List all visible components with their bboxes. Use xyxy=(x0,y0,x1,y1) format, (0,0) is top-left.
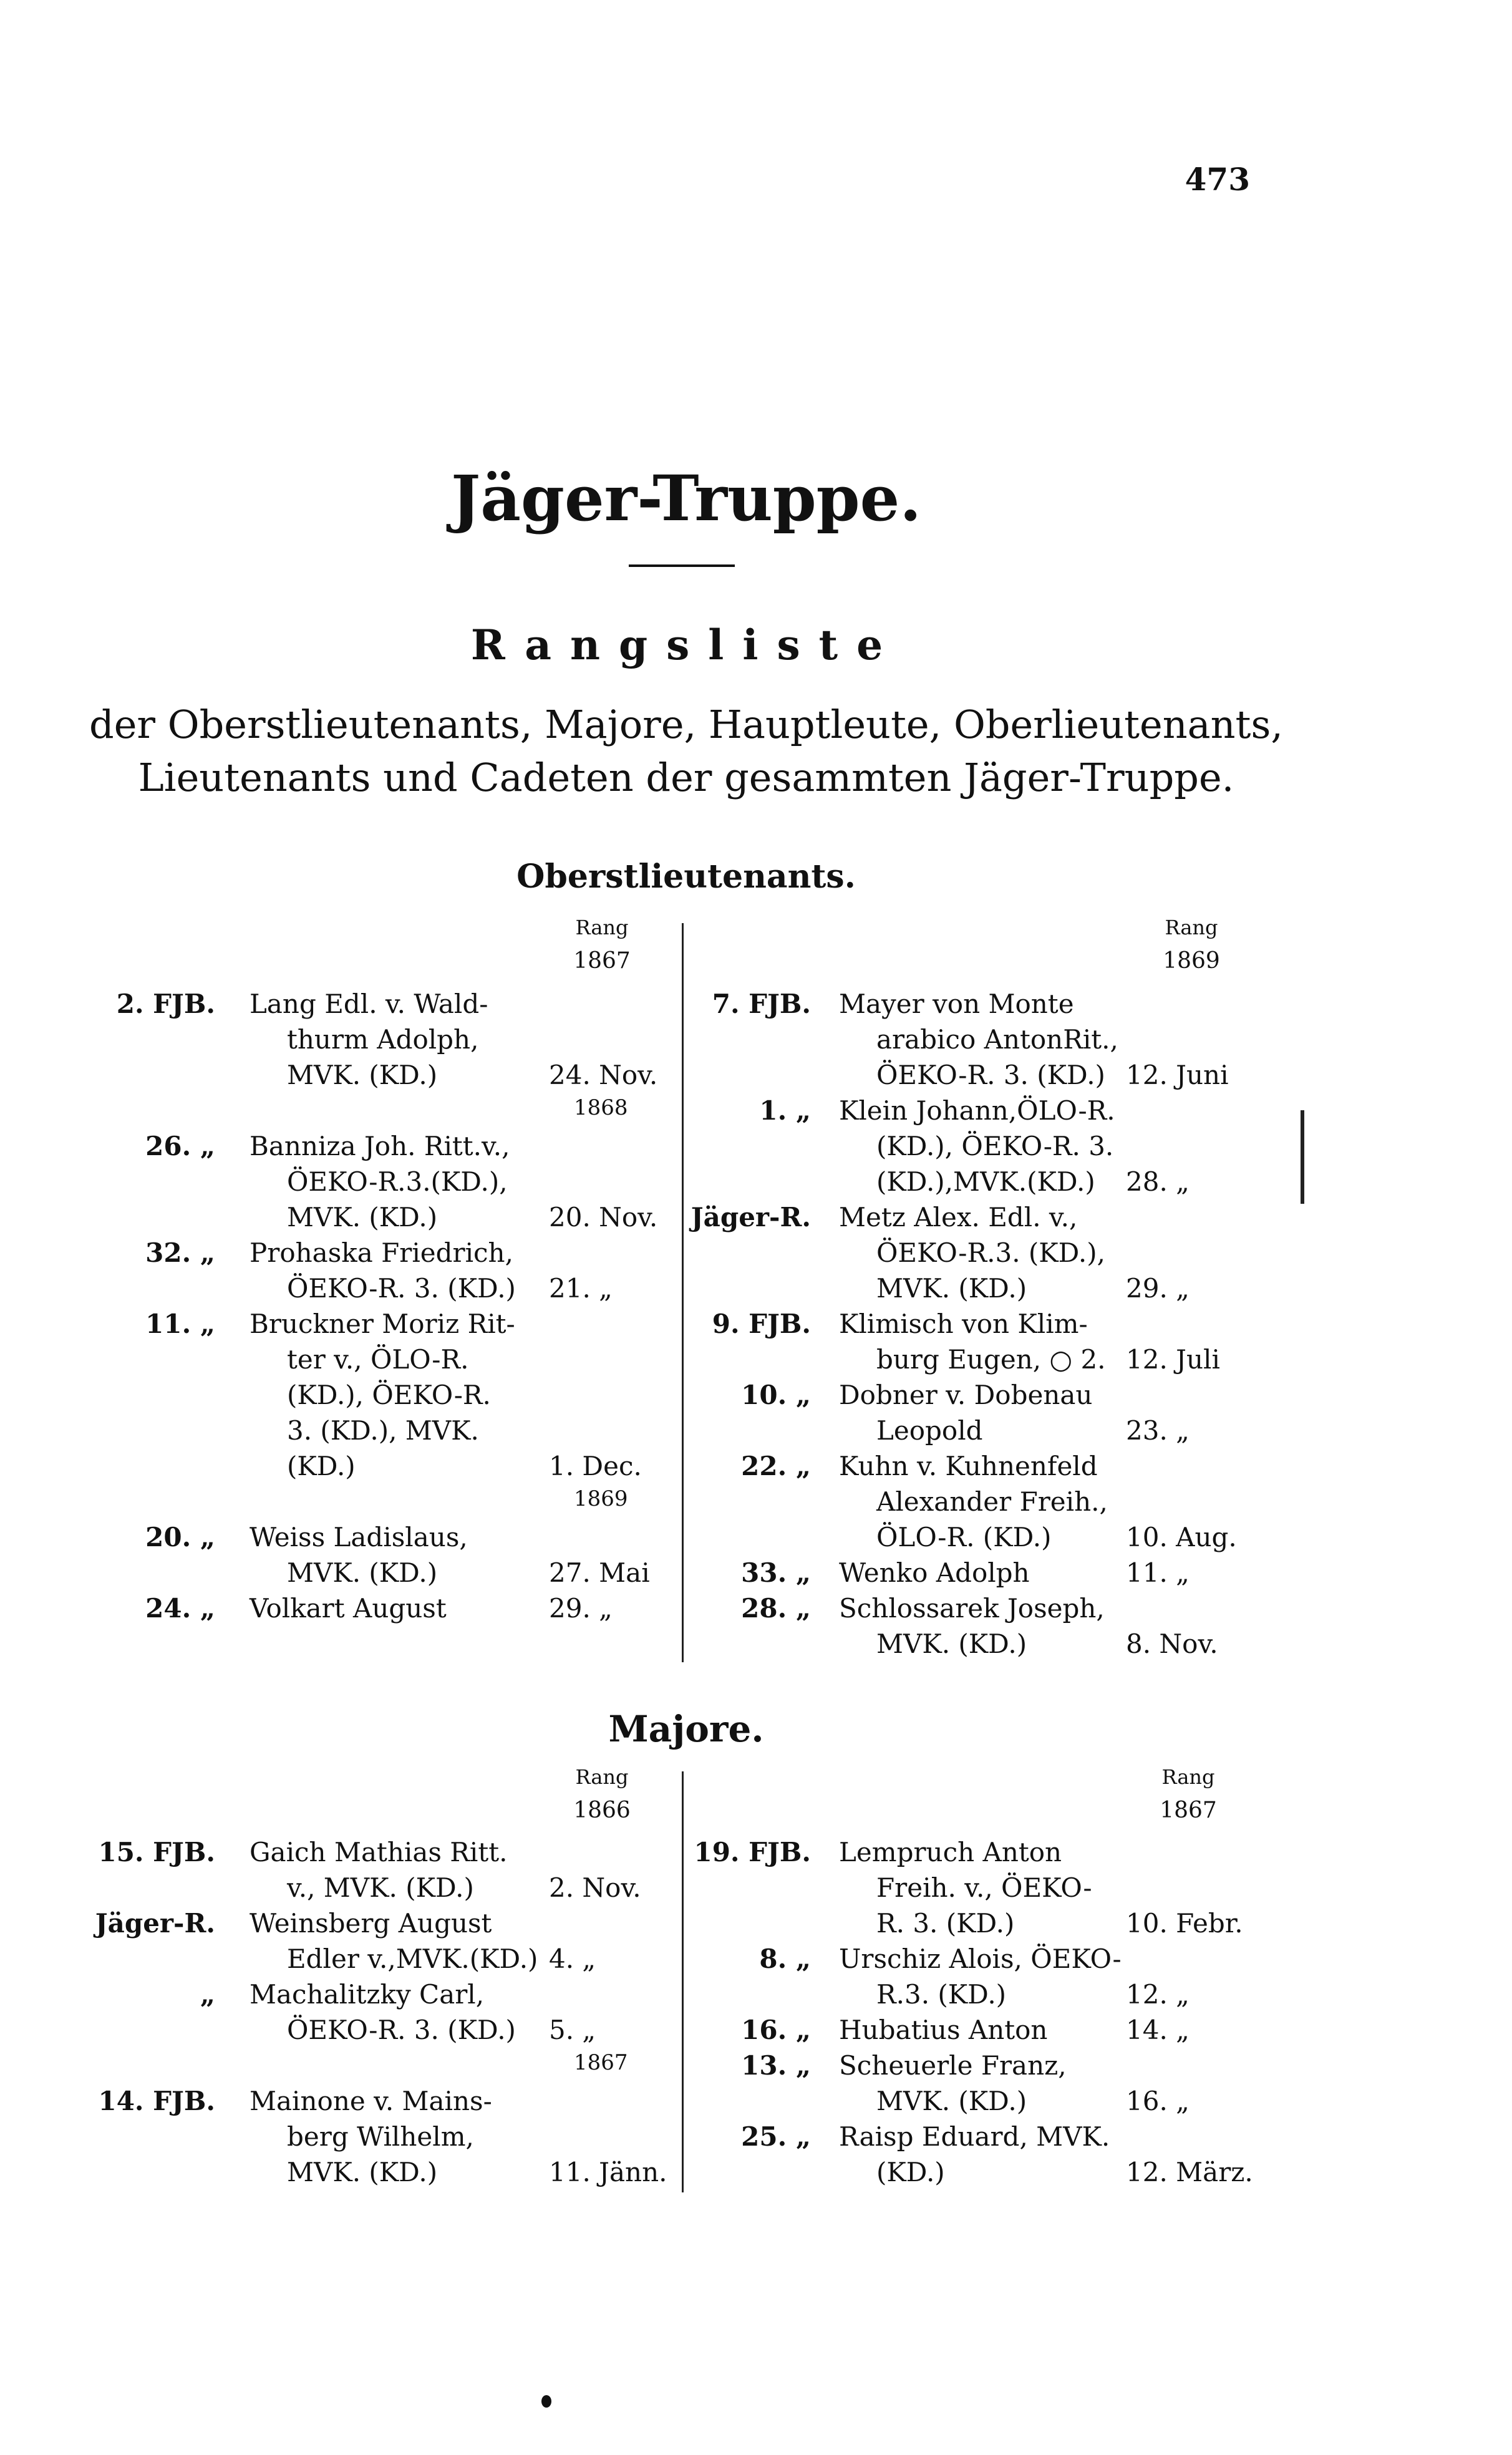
entry-name: arabico AntonRit., xyxy=(876,1024,1118,1055)
entry-unit: 11. „ xyxy=(145,1309,215,1339)
entry-unit: 22. „ xyxy=(741,1451,811,1481)
entry-rang-date: 14. „ xyxy=(1126,2015,1190,2045)
entry-unit: 2. FJB. xyxy=(116,989,215,1019)
title-rule xyxy=(629,564,735,567)
entry-unit: 24. „ xyxy=(145,1593,215,1624)
entry-name: Raisp Eduard, MVK. xyxy=(839,2121,1110,2152)
entry-name: Kuhn v. Kuhnenfeld xyxy=(839,1451,1098,1481)
entry-name: (KD.), ÖEKO-R. 3. xyxy=(876,1131,1114,1161)
entry-rang-date: 28. „ xyxy=(1126,1166,1190,1197)
entry-name: Urschiz Alois, ÖEKO- xyxy=(839,1944,1122,1974)
entry-unit: 13. „ xyxy=(741,2050,811,2081)
entry-unit: 20. „ xyxy=(145,1522,215,1552)
entry-unit: „ xyxy=(200,1979,215,2010)
page-number: 473 xyxy=(1185,161,1250,198)
rang-year-left-majore: 1866 xyxy=(573,1798,631,1823)
entry-name: Prohaska Friedrich, xyxy=(250,1237,513,1268)
entry-name: Weinsberg August xyxy=(250,1908,492,1939)
entry-name: MVK. (KD.) xyxy=(876,2086,1027,2116)
entry-name: ÖEKO-R. 3. (KD.) xyxy=(876,1060,1105,1090)
entry-name: ÖEKO-R.3. (KD.), xyxy=(876,1237,1105,1268)
entry-name: MVK. (KD.) xyxy=(876,1629,1027,1659)
entry-rang-date: 12. „ xyxy=(1126,1979,1190,2010)
entry-rang-date: 4. „ xyxy=(549,1944,596,1974)
entry-name: Volkart August xyxy=(250,1593,447,1624)
rang-year-right-oberst: 1869 xyxy=(1163,948,1220,974)
entry-unit: Jäger-R. xyxy=(95,1908,215,1939)
entry-name: Hubatius Anton xyxy=(839,2015,1048,2045)
page-title: Jäger-Truppe. xyxy=(450,462,922,535)
entry-unit: 9. FJB. xyxy=(712,1309,811,1339)
entry-unit: 19. FJB. xyxy=(694,1837,811,1867)
entry-rang-date: 1. Dec. xyxy=(549,1451,642,1481)
entry-name: Metz Alex. Edl. v., xyxy=(839,1202,1078,1232)
entry-name: Mayer von Monte xyxy=(839,989,1074,1019)
entry-unit: Jäger-R. xyxy=(691,1202,811,1232)
entry-name: (KD.),MVK.(KD.) xyxy=(876,1166,1095,1197)
entry-rang-date: 1869 xyxy=(574,1486,628,1511)
entry-unit: 16. „ xyxy=(741,2015,811,2045)
entry-name: Scheuerle Franz, xyxy=(839,2050,1067,2081)
entry-name: Edler v.,MVK.(KD.) xyxy=(287,1944,538,1974)
entry-unit: 1. „ xyxy=(759,1095,811,1126)
rang-label-left-majore: Rang xyxy=(575,1765,629,1789)
entry-name: Lang Edl. v. Wald- xyxy=(250,989,488,1019)
entry-name: (KD.) xyxy=(287,1451,356,1481)
entry-name: ÖEKO-R. 3. (KD.) xyxy=(287,1273,516,1304)
entry-rang-date: 11. „ xyxy=(1126,1557,1190,1588)
column-divider-oberst xyxy=(682,923,684,1662)
entry-rang-date: 16. „ xyxy=(1126,2086,1190,2116)
entry-name: ÖEKO-R.3.(KD.), xyxy=(287,1166,508,1197)
entry-name: MVK. (KD.) xyxy=(287,2157,438,2187)
rang-year-right-majore: 1867 xyxy=(1160,1798,1217,1823)
entry-rang-date: 1867 xyxy=(574,2050,628,2075)
rang-label-left-oberst: Rang xyxy=(575,916,629,939)
scan-edge-mark xyxy=(1301,1110,1304,1204)
entry-unit: 14. FJB. xyxy=(98,2086,215,2116)
entry-unit: 28. „ xyxy=(741,1593,811,1624)
entry-rang-date: 20. Nov. xyxy=(549,1202,658,1232)
entry-rang-date: 12. Juni xyxy=(1126,1060,1229,1090)
entry-unit: 7. FJB. xyxy=(712,989,811,1019)
entry-name: Schlossarek Joseph, xyxy=(839,1593,1105,1624)
entry-rang-date: 24. Nov. xyxy=(549,1060,658,1090)
entry-unit: 26. „ xyxy=(145,1131,215,1161)
entry-name: Alexander Freih., xyxy=(876,1486,1108,1517)
entry-name: MVK. (KD.) xyxy=(876,1273,1027,1304)
entry-name: Lempruch Anton xyxy=(839,1837,1062,1867)
section-heading-majore: Majore. xyxy=(608,1708,764,1750)
scan-dot xyxy=(541,2395,551,2408)
entry-rang-date: 10. Aug. xyxy=(1126,1522,1237,1552)
entry-rang-date: 8. Nov. xyxy=(1126,1629,1218,1659)
entry-rang-date: 1868 xyxy=(574,1095,628,1120)
rang-label-right-majore: Rang xyxy=(1161,1765,1215,1789)
entry-name: v., MVK. (KD.) xyxy=(287,1872,474,1903)
entry-name: 3. (KD.), MVK. xyxy=(287,1415,479,1446)
entry-rang-date: 12. Juli xyxy=(1126,1344,1220,1375)
entry-name: Mainone v. Mains- xyxy=(250,2086,492,2116)
entry-rang-date: 29. „ xyxy=(549,1593,613,1624)
entry-name: MVK. (KD.) xyxy=(287,1557,438,1588)
entry-name: Leopold xyxy=(876,1415,983,1446)
entry-unit: 33. „ xyxy=(741,1557,811,1588)
entry-name: MVK. (KD.) xyxy=(287,1060,438,1090)
rang-year-left-oberst: 1867 xyxy=(573,948,631,974)
entry-name: ter v., ÖLO-R. xyxy=(287,1344,469,1375)
subtitle-line-1: der Oberstlieutenants, Majore, Hauptleute, Oberlieutenants, xyxy=(89,702,1283,747)
entry-rang-date: 23. „ xyxy=(1126,1415,1190,1446)
entry-rang-date: 21. „ xyxy=(549,1273,613,1304)
entry-unit: 25. „ xyxy=(741,2121,811,2152)
entry-rang-date: 11. Jänn. xyxy=(549,2157,667,2187)
entry-name: ÖEKO-R. 3. (KD.) xyxy=(287,2015,516,2045)
entry-rang-date: 10. Febr. xyxy=(1126,1908,1243,1939)
entry-unit: 15. FJB. xyxy=(98,1837,215,1867)
entry-name: R. 3. (KD.) xyxy=(876,1908,1015,1939)
entry-name: burg Eugen, ○ 2. xyxy=(876,1344,1106,1375)
entry-name: MVK. (KD.) xyxy=(287,1202,438,1232)
subtitle-heading: Rangsliste xyxy=(470,621,902,669)
entry-name: Bruckner Moriz Rit- xyxy=(250,1309,515,1339)
entry-name: Dobner v. Dobenau xyxy=(839,1380,1093,1410)
entry-name: Klimisch von Klim- xyxy=(839,1309,1088,1339)
entry-rang-date: 5. „ xyxy=(549,2015,596,2045)
entry-name: (KD.), ÖEKO-R. xyxy=(287,1380,491,1410)
entry-name: (KD.) xyxy=(876,2157,945,2187)
entry-name: Machalitzky Carl, xyxy=(250,1979,485,2010)
entry-name: Klein Johann,ÖLO-R. xyxy=(839,1095,1115,1126)
entry-unit: 8. „ xyxy=(759,1944,811,1974)
entry-rang-date: 29. „ xyxy=(1126,1273,1190,1304)
subtitle-line-2: Lieutenants und Cadeten der gesammten Jäger-Truppe. xyxy=(138,755,1234,800)
entry-unit: 32. „ xyxy=(145,1237,215,1268)
rang-label-right-oberst: Rang xyxy=(1165,916,1218,939)
entry-name: berg Wilhelm, xyxy=(287,2121,474,2152)
entry-rang-date: 12. März. xyxy=(1126,2157,1253,2187)
entry-name: Freih. v., ÖEKO- xyxy=(876,1872,1092,1903)
entry-name: Banniza Joh. Ritt.v., xyxy=(250,1131,510,1161)
entry-rang-date: 2. Nov. xyxy=(549,1872,641,1903)
entry-name: ÖLO-R. (KD.) xyxy=(876,1522,1052,1552)
entry-name: Weiss Ladislaus, xyxy=(250,1522,468,1552)
entry-name: Gaich Mathias Ritt. xyxy=(250,1837,508,1867)
entry-name: Wenko Adolph xyxy=(839,1557,1030,1588)
section-heading-oberstlieutenants: Oberstlieutenants. xyxy=(516,858,856,896)
entry-rang-date: 27. Mai xyxy=(549,1557,650,1588)
entry-unit: 10. „ xyxy=(741,1380,811,1410)
entry-name: thurm Adolph, xyxy=(287,1024,479,1055)
entry-name: R.3. (KD.) xyxy=(876,1979,1007,2010)
